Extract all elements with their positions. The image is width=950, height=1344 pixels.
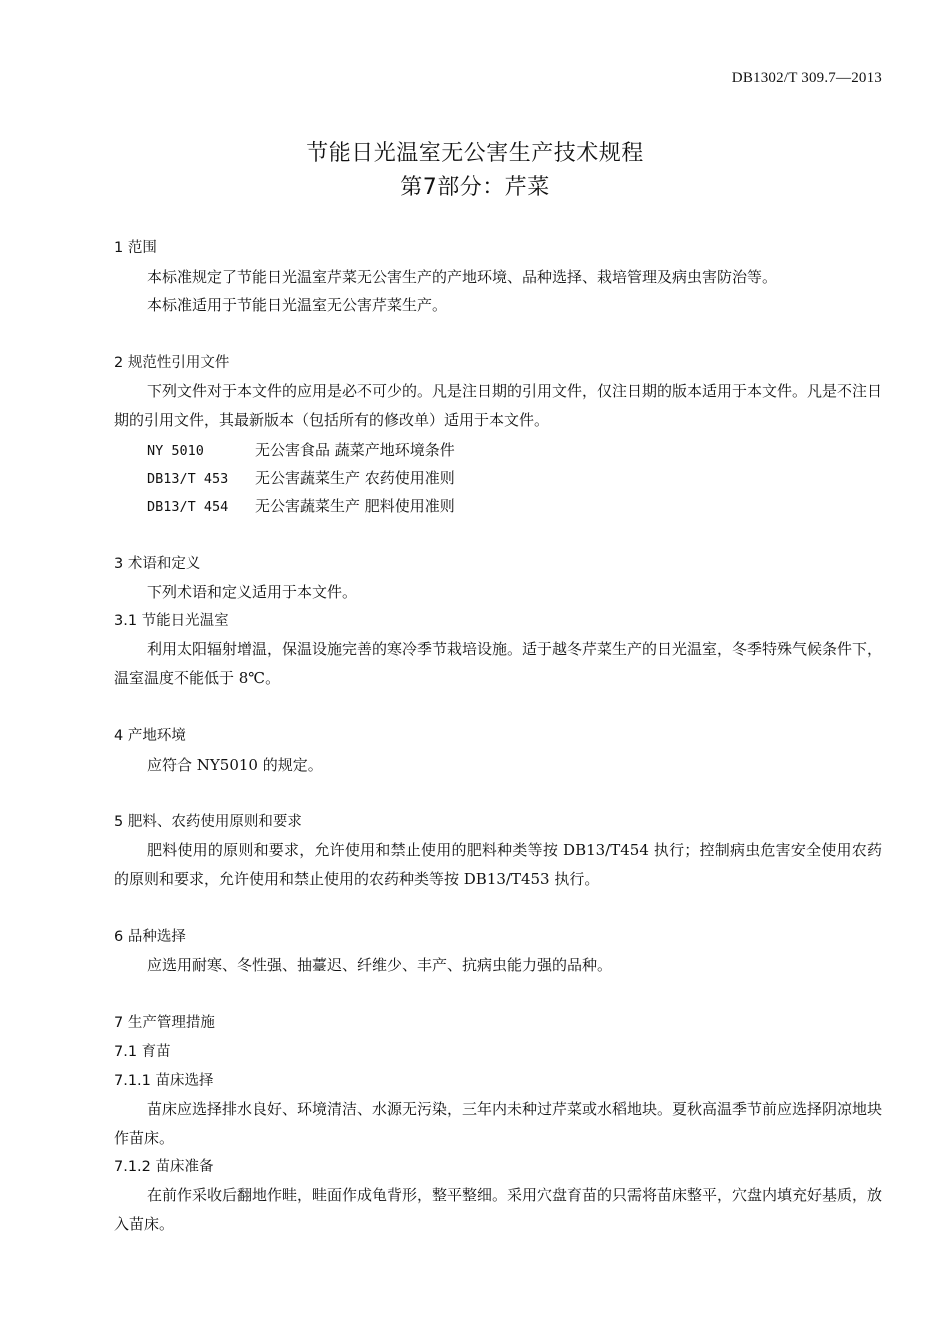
section-3-1-paragraph: 利用太阳辐射增温，保温设施完善的寒冷季节栽培设施。适于越冬芹菜生产的日光温室，冬季特殊气候条件下，温室温度不能低于 8℃。 [114,640,883,687]
reference-row [147,440,455,461]
section-7-1-heading: 7.1 育苗 [114,1044,171,1060]
section-3-1-heading: 3.1 节能日光温室 [114,613,229,629]
section-6-heading: 6 品种选择 [114,929,186,945]
section-5-paragraph-1: 肥料使用的原则和要求，允许使用和禁止使用的肥料种类等按 DB13/T454 执行；控制病虫危害安全使用农药的原则和要求，允许使用和禁止使用的农药种类等按 DB13/T453 执行。 [114,841,882,888]
section-2-paragraph-1: 下列文件对于本文件的应用是必不可少的。凡是注日期的引用文件，仅注日期的版本适用于本文件。凡是不注日期的引用文件，其最新版本（包括所有的修改单）适用于本文件。 [114,382,883,429]
section-7-1-2-paragraph: 在前作采收后翻地作畦，畦面作成龟背形，整平整细。采用穴盘育苗的只需将苗床整平，穴盘内填充好基质，放入苗床。 [114,1186,883,1233]
reference-code: DB13/T 453 [147,471,229,487]
reference-row [147,496,455,517]
reference-title: 无公害蔬菜生产 农药使用准则 [255,469,455,487]
section-4-paragraph-1: 应符合 NY5010 的规定。 [147,756,323,774]
reference-code: DB13/T 454 [147,499,229,515]
section-6-paragraph-1: 应选用耐寒、冬性强、抽薹迟、纤维少、丰产、抗病虫能力强的品种。 [147,956,613,974]
section-3-paragraph-1: 下列术语和定义适用于本文件。 [147,583,358,601]
title-line-1: 节能日光温室无公害生产技术规程 [306,141,644,166]
section-7-1-2-heading: 7.1.2 苗床准备 [114,1159,214,1175]
section-1-heading: 1 范围 [114,240,157,256]
section-2-heading: 2 规范性引用文件 [114,355,230,371]
section-3-heading: 3 术语和定义 [114,556,201,572]
title-line-2: 第7部分：芹菜 [400,175,550,200]
section-1-paragraph-1: 本标准规定了节能日光温室芹菜无公害生产的产地环境、品种选择、栽培管理及病虫害防治等。 [147,268,778,286]
section-7-heading: 7 生产管理措施 [114,1015,215,1031]
section-5-heading: 5 肥料、农药使用原则和要求 [114,814,302,830]
reference-title: 无公害蔬菜生产 肥料使用准则 [255,497,455,515]
standard-code: DB1302/T 309.7—2013 [731,70,882,86]
reference-title: 无公害食品 蔬菜产地环境条件 [255,441,455,459]
document-title [0,137,950,205]
section-7-1-1-paragraph: 苗床应选择排水良好、环境清洁、水源无污染，三年内未种过芹菜或水稻地块。夏秋高温季节前应选择阴凉地块作苗床。 [114,1100,883,1147]
reference-code: NY 5010 [147,443,204,459]
section-4-heading: 4 产地环境 [114,728,186,744]
section-1-paragraph-2: 本标准适用于节能日光温室无公害芹菜生产。 [147,296,448,314]
reference-row [147,468,455,489]
section-7-1-1-heading: 7.1.1 苗床选择 [114,1073,214,1089]
